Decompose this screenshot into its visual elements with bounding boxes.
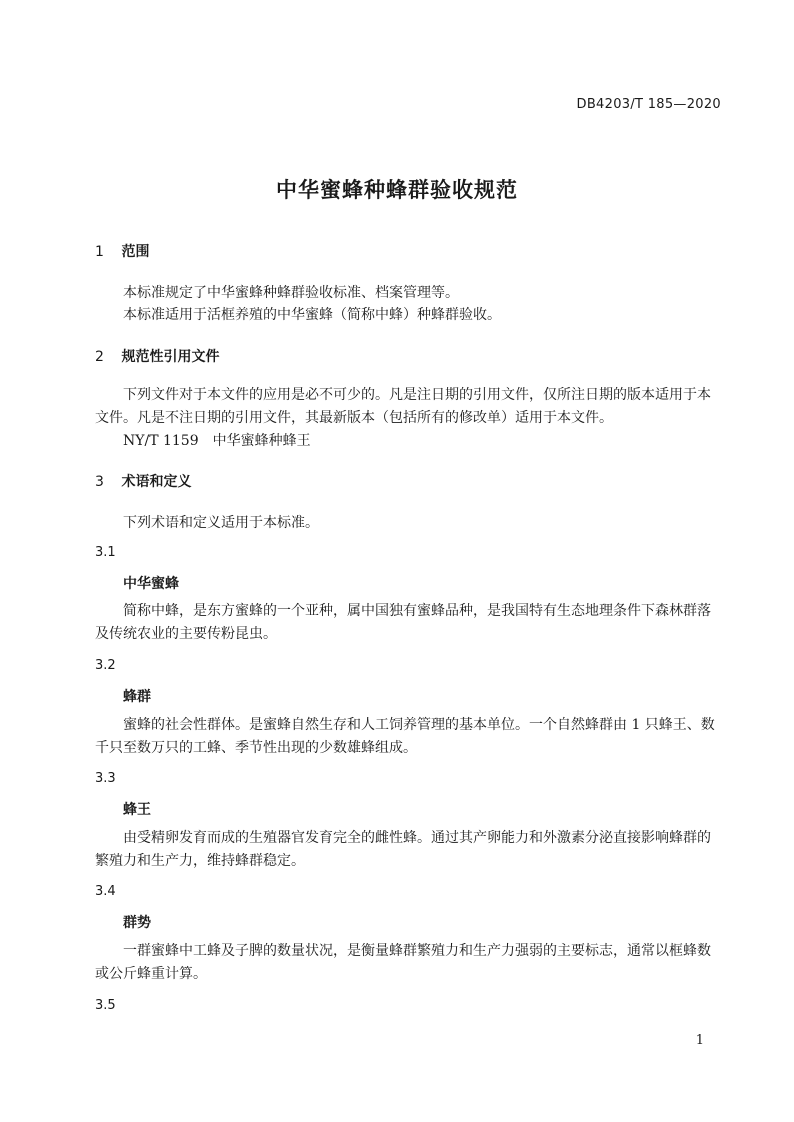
term-name: 蜂王 [123,802,151,818]
term-definition: 蜜蜂的社会性群体。是蜜蜂自然生存和人工饲养管理的基本单位。一个自然蜂群由 1 只蜂王、数千只至数万只的工蜂、季节性出现的少数雄蜂组成。 [95,717,715,756]
standard-code: DB4203/T 185—2020 [576,97,721,112]
section-number: 1 [95,244,104,260]
section-heading-1 [95,241,149,261]
scope-line-2: 本标准适用于活框养殖的中华蜜蜂（简称中蜂）种蜂群验收。 [123,307,501,323]
clause-number: 3.3 [95,771,116,786]
scope-line-1: 本标准规定了中华蜜蜂种蜂群验收标准、档案管理等。 [123,285,459,301]
normative-reference-item: NY/T 1159 中华蜜蜂种蜂王 [123,433,311,449]
term-definition: 由受精卵发育而成的生殖器官发育完全的雌性蜂。通过其产卵能力和外激素分泌直接影响蜂群的繁殖力和生产力，维持蜂群稳定。 [95,830,711,869]
term-name: 中华蜜蜂 [123,576,179,592]
clause-number: 3.2 [95,658,116,673]
section-heading-2 [95,346,219,366]
term-name: 蜂群 [123,689,151,705]
term-name: 群势 [123,915,151,931]
term-definition: 一群蜜蜂中工蜂及子脾的数量状况，是衡量蜂群繁殖力和生产力强弱的主要标志，通常以框蜂数或公斤蜂重计算。 [95,943,711,982]
section-number: 3 [95,474,104,490]
terms-intro: 下列术语和定义适用于本标准。 [123,515,319,531]
section-number: 2 [95,349,104,365]
section-title: 规范性引用文件 [121,349,220,365]
section-heading-3 [95,471,191,491]
clause-number: 3.5 [95,998,116,1013]
page-number: 1 [695,1033,704,1048]
section-title: 术语和定义 [121,474,192,490]
term-definition: 简称中蜂，是东方蜜蜂的一个亚种，属中国独有蜜蜂品种，是我国特有生态地理条件下森林群落及传统农业的主要传粉昆虫。 [95,603,711,642]
clause-number: 3.1 [95,545,116,560]
normative-references-paragraph: 下列文件对于本文件的应用是必不可少的。凡是注日期的引用文件，仅所注日期的版本适用于本文件。凡是不注日期的引用文件，其最新版本（包括所有的修改单）适用于本文件。 [95,387,711,426]
document-title: 中华蜜蜂种蜂群验收规范 [276,178,518,202]
clause-number: 3.4 [95,884,116,899]
section-title: 范围 [121,244,150,260]
